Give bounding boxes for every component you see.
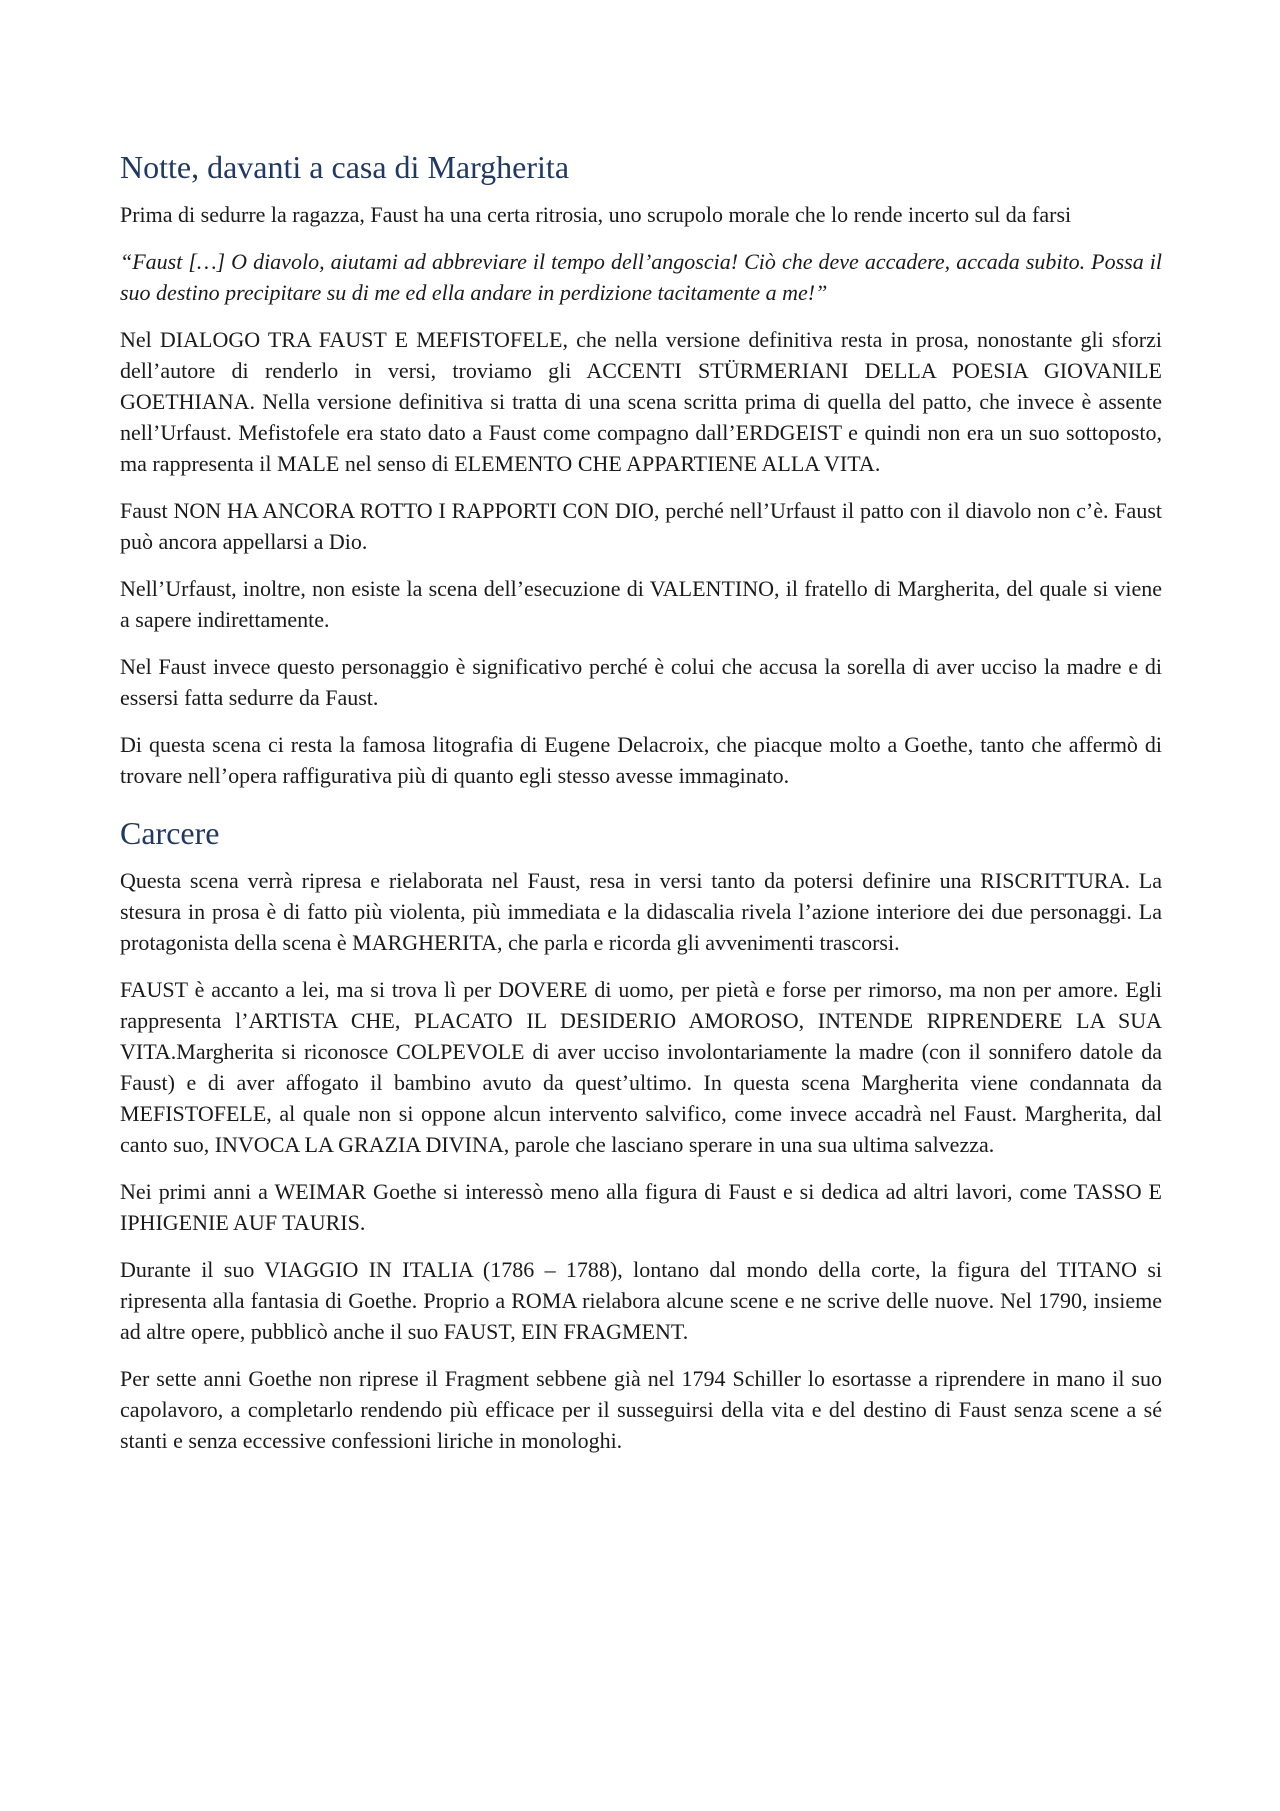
paragraph: Di questa scena ci resta la famosa litografia di Eugene Delacroix, che piacque molto a Goethe, tanto che affermò di trovare nell’opera raffigurativa più di quanto egli stesso avesse immaginato. xyxy=(120,732,1162,788)
document-page xyxy=(120,147,1162,1472)
paragraph: Durante il suo VIAGGIO IN ITALIA (1786 – 1788), lontano dal mondo della corte, la figura del TITANO si ripresenta alla fantasia di Goethe. Proprio a ROMA rielabora alcune scene e ne scrive delle nuove. Nel 1790, insieme ad altre opere, pubblicò anche il suo FAUST, EIN FRAGMENT. xyxy=(120,1257,1162,1344)
section-heading-carcere: Carcere xyxy=(120,815,220,851)
section-heading-notte: Notte, davanti a casa di Margherita xyxy=(120,149,570,185)
paragraph: Nel Faust invece questo personaggio è significativo perché è colui che accusa la sorella di aver ucciso la madre e di essersi fatta sedurre da Faust. xyxy=(120,654,1162,710)
paragraph: Per sette anni Goethe non riprese il Fragment sebbene già nel 1794 Schiller lo esortasse a riprendere in mano il suo capolavoro, a completarlo rendendo più efficace per il susseguirsi della vita e del destino di Faust senza scene a sé stanti e senza eccessive confessioni liriche in monologhi. xyxy=(120,1366,1162,1453)
paragraph: Prima di sedurre la ragazza, Faust ha una certa ritrosia, uno scrupolo morale che lo rende incerto sul da farsi xyxy=(120,202,1072,227)
paragraph: Nel DIALOGO TRA FAUST E MEFISTOFELE, che nella versione definitiva resta in prosa, nonostante gli sforzi dell’autore di renderlo in versi, troviamo gli ACCENTI STÜRMERIANI DELLA POESIA GIOVANILE GOETHIANA. Nella versione definitiva si tratta di una scena scritta prima di quella del patto, che invece è assente nell’Urfaust. Mefistofele era stato dato a Faust come compagno dall’ERDGEIST e quindi non era un suo sottoposto, ma rappresenta il MALE nel senso di ELEMENTO CHE APPARTIENE ALLA VITA. xyxy=(120,327,1162,476)
paragraph: FAUST è accanto a lei, ma si trova lì per DOVERE di uomo, per pietà e forse per rimorso, ma non per amore. Egli rappresenta l’ARTISTA CHE, PLACATO IL DESIDERIO AMOROSO, INTENDE RIPRENDERE LA SUA VITA.Margherita si riconosce COLPEVOLE di aver ucciso involontariamente la madre (con il sonnifero datole da Faust) e di aver affogato il bambino avuto da quest’ultimo. In questa scena Margherita viene condannata da MEFISTOFELE, al quale non si oppone alcun intervento salvifico, come invece accadrà nel Faust. Margherita, dal canto suo, INVOCA LA GRAZIA DIVINA, parole che lasciano sperare in una sua ultima salvezza. xyxy=(120,977,1162,1157)
paragraph: Nell’Urfaust, inoltre, non esiste la scena dell’esecuzione di VALENTINO, il fratello di Margherita, del quale si viene a sapere indirettamente. xyxy=(120,576,1162,632)
paragraph: Nei primi anni a WEIMAR Goethe si interessò meno alla figura di Faust e si dedica ad altri lavori, come TASSO E IPHIGENIE AUF TAURIS. xyxy=(120,1179,1162,1235)
paragraph: Faust NON HA ANCORA ROTTO I RAPPORTI CON DIO, perché nell’Urfaust il patto con il diavolo non c’è. Faust può ancora appellarsi a Dio. xyxy=(120,498,1162,554)
quote-paragraph: “Faust […] O diavolo, aiutami ad abbreviare il tempo dell’angoscia! Ciò che deve accadere, accada subito. Possa il suo destino precipitare su di me ed ella andare in perdizione tacitamente a me!” xyxy=(120,249,1162,305)
paragraph: Questa scena verrà ripresa e rielaborata nel Faust, resa in versi tanto da potersi definire una RISCRITTURA. La stesura in prosa è di fatto più violenta, più immediata e la didascalia rivela l’azione interiore dei due personaggi. La protagonista della scena è MARGHERITA, che parla e ricorda gli avvenimenti trascorsi. xyxy=(120,868,1162,955)
